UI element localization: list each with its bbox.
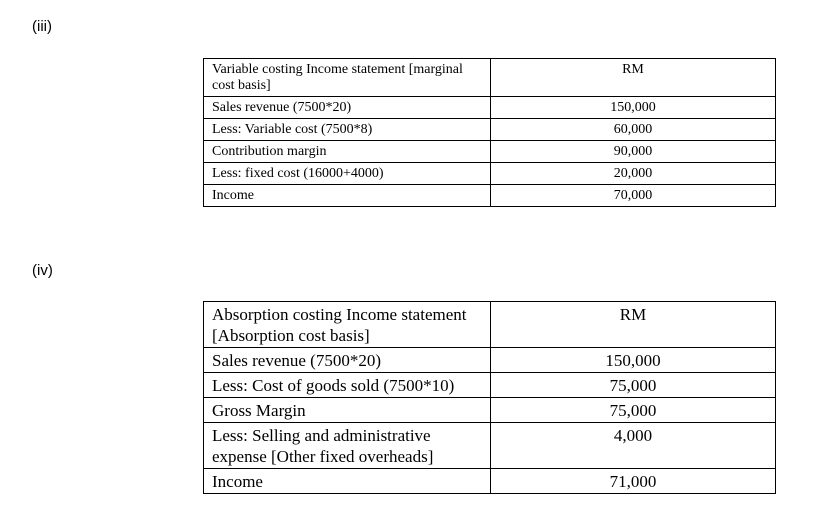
- row-amount: 71,000: [491, 469, 776, 494]
- row-label: Gross Margin: [204, 398, 491, 423]
- row-label: Less: Selling and administrative expense [Other fixed overheads]: [204, 423, 491, 469]
- row-label: Less: Variable cost (7500*8): [204, 119, 491, 141]
- section-label-iii: (iii): [32, 18, 52, 35]
- row-label: Sales revenue (7500*20): [204, 348, 491, 373]
- table-row: [204, 119, 776, 141]
- row-amount: 150,000: [491, 348, 776, 373]
- row-amount: 75,000: [491, 398, 776, 423]
- table-row: [204, 373, 776, 398]
- section-label-iv: (iv): [32, 262, 53, 279]
- table-row: [204, 163, 776, 185]
- table-row: [204, 348, 776, 373]
- row-label: Contribution margin: [204, 141, 491, 163]
- table-header-row: [204, 302, 776, 348]
- row-amount: 70,000: [491, 185, 776, 207]
- table-row: [204, 97, 776, 119]
- table-row: [204, 423, 776, 469]
- row-amount: 75,000: [491, 373, 776, 398]
- row-label: Less: fixed cost (16000+4000): [204, 163, 491, 185]
- row-label: Income: [204, 469, 491, 494]
- row-label: Income: [204, 185, 491, 207]
- table-header-row: [204, 59, 776, 97]
- absorption-costing-table: [203, 301, 776, 494]
- row-amount: 20,000: [491, 163, 776, 185]
- table-row: [204, 398, 776, 423]
- row-amount: 90,000: [491, 141, 776, 163]
- row-label: Sales revenue (7500*20): [204, 97, 491, 119]
- row-amount: 150,000: [491, 97, 776, 119]
- header-cell: RM: [491, 302, 776, 348]
- row-amount: 4,000: [491, 423, 776, 469]
- variable-costing-table: [203, 58, 776, 207]
- header-cell: Absorption costing Income statement [Absorption cost basis]: [204, 302, 491, 348]
- table-row: [204, 469, 776, 494]
- table-row: [204, 141, 776, 163]
- row-amount: 60,000: [491, 119, 776, 141]
- table-row: [204, 185, 776, 207]
- header-cell: RM: [491, 59, 776, 97]
- row-label: Less: Cost of goods sold (7500*10): [204, 373, 491, 398]
- header-cell: Variable costing Income statement [marginal cost basis]: [204, 59, 491, 97]
